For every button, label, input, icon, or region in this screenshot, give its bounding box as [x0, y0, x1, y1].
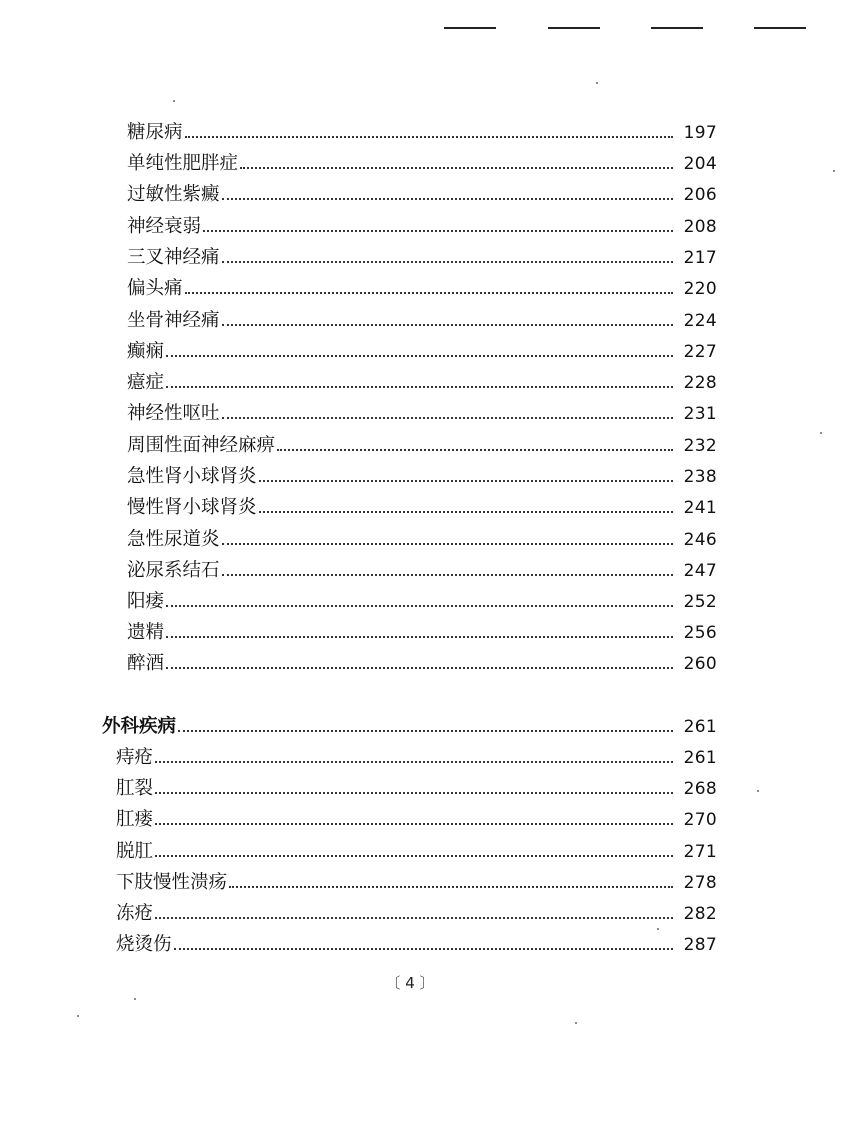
dot-leader [259, 511, 673, 513]
toc-entry [127, 619, 717, 645]
scan-speck [820, 432, 822, 434]
toc-entry [116, 931, 717, 957]
toc-entry [127, 338, 717, 364]
toc-section-heading [102, 713, 717, 739]
toc-entry-page: 268 [683, 779, 717, 799]
dot-leader [155, 823, 673, 825]
toc-entry-title: 烧烫伤 [116, 934, 172, 955]
toc-entry-title: 三叉神经痛 [127, 247, 220, 268]
toc-entry-title: 痔疮 [116, 747, 154, 768]
toc-entry-page: 278 [683, 873, 717, 893]
toc-entry-title: 脱肛 [116, 841, 154, 862]
toc-entry-page: 287 [683, 935, 717, 955]
toc-entry [127, 213, 717, 239]
dot-leader [155, 855, 673, 857]
dot-leader [203, 230, 673, 232]
toc-entry [127, 244, 717, 270]
toc-entry [116, 775, 717, 801]
toc-entry [127, 119, 717, 145]
toc-entry-page: 204 [683, 154, 717, 174]
scan-speck [833, 170, 835, 172]
toc-entry-title: 醉酒 [127, 653, 165, 674]
dot-leader [166, 355, 673, 357]
toc-entry-page: 227 [683, 342, 717, 362]
dot-leader [229, 886, 673, 888]
toc-entry-page: 282 [683, 904, 717, 924]
dot-leader [222, 417, 673, 419]
scan-speck [77, 1015, 79, 1017]
toc-entry-title: 肛瘘 [116, 809, 154, 830]
dot-leader [178, 730, 673, 732]
scan-speck [657, 928, 659, 930]
toc-entry [116, 744, 717, 770]
scan-speck [575, 1022, 577, 1024]
toc-entry-page: 228 [683, 373, 717, 393]
toc-entry-page: 271 [683, 842, 717, 862]
dot-leader [222, 543, 673, 545]
dot-leader [166, 667, 673, 669]
toc-entry-page: 261 [683, 748, 717, 768]
toc-entry-page: 238 [683, 467, 717, 487]
dot-leader [222, 574, 673, 576]
header-rule-4 [754, 27, 806, 29]
dot-leader [155, 792, 673, 794]
toc-entry [127, 150, 717, 176]
dot-leader [155, 761, 673, 763]
dot-leader [277, 449, 673, 451]
toc-entry-title: 糖尿病 [127, 122, 183, 143]
toc-entry [127, 432, 717, 458]
scan-speck [173, 100, 175, 102]
toc-entry-title: 偏头痛 [127, 278, 183, 299]
dot-leader [166, 605, 673, 607]
toc-entry [127, 400, 717, 426]
dot-leader [166, 636, 673, 638]
dot-leader [259, 480, 673, 482]
toc-entry [127, 526, 717, 552]
toc-entry-page: 220 [683, 279, 717, 299]
toc-entry-title: 单纯性肥胖症 [127, 153, 239, 174]
toc-entry-page: 224 [683, 311, 717, 331]
toc-entry-title: 慢性肾小球肾炎 [127, 497, 257, 518]
dot-leader [155, 917, 673, 919]
toc-entry-page: 232 [683, 436, 717, 456]
dot-leader [240, 167, 673, 169]
toc-entry [127, 650, 717, 676]
toc-entry [127, 494, 717, 520]
toc-entry [116, 838, 717, 864]
toc-entry [116, 900, 717, 926]
toc-entry-title: 肛裂 [116, 778, 154, 799]
toc-entry-title: 神经衰弱 [127, 216, 202, 237]
toc-entry-page: 270 [683, 810, 717, 830]
dot-leader [185, 292, 673, 294]
header-rule-3 [651, 27, 703, 29]
scan-speck [757, 790, 759, 792]
dot-leader [222, 261, 673, 263]
toc-entry [116, 869, 717, 895]
toc-entry-title: 癔症 [127, 372, 165, 393]
toc-entry-page: 252 [683, 592, 717, 612]
section-title: 外科疾病 [102, 716, 177, 737]
dot-leader [166, 386, 673, 388]
section-page: 261 [683, 717, 717, 737]
toc-entry-title: 癫痫 [127, 341, 165, 362]
toc-entry-title: 急性尿道炎 [127, 529, 220, 550]
toc-entry-title: 冻疮 [116, 903, 154, 924]
toc-entry [127, 557, 717, 583]
dot-leader [185, 136, 673, 138]
toc-entry-title: 阳痿 [127, 591, 165, 612]
toc-entry-title: 坐骨神经痛 [127, 310, 220, 331]
toc-entry [127, 369, 717, 395]
page-number: 〔 4 〕 [385, 974, 435, 992]
toc-entry-page: 256 [683, 623, 717, 643]
header-rule-1 [444, 27, 496, 29]
toc-entry-title: 泌尿系结石 [127, 560, 220, 581]
toc-entry-page: 241 [683, 498, 717, 518]
toc-entry-page: 208 [683, 217, 717, 237]
toc-entry-page: 247 [683, 561, 717, 581]
toc-entry-page: 206 [683, 185, 717, 205]
toc-entry-title: 神经性呕吐 [127, 403, 220, 424]
toc-entry-title: 周围性面神经麻痹 [127, 435, 276, 456]
header-rule-2 [548, 27, 600, 29]
dot-leader [222, 198, 673, 200]
dot-leader [174, 948, 673, 950]
toc-entry-page: 231 [683, 404, 717, 424]
dot-leader [222, 324, 673, 326]
toc-entry [127, 181, 717, 207]
toc-entry-title: 急性肾小球肾炎 [127, 466, 257, 487]
scan-speck [596, 82, 598, 84]
toc-entry [127, 275, 717, 301]
toc-entry [127, 307, 717, 333]
toc-entry-title: 遗精 [127, 622, 165, 643]
toc-entry [127, 588, 717, 614]
toc-entry-title: 过敏性紫癜 [127, 184, 220, 205]
toc-entry [116, 806, 717, 832]
toc-entry-title: 下肢慢性溃疡 [116, 872, 228, 893]
toc-entry-page: 260 [683, 654, 717, 674]
toc-entry-page: 246 [683, 530, 717, 550]
toc-entry [127, 463, 717, 489]
toc-entry-page: 197 [683, 123, 717, 143]
toc-entry-page: 217 [683, 248, 717, 268]
scan-speck [134, 998, 136, 1000]
